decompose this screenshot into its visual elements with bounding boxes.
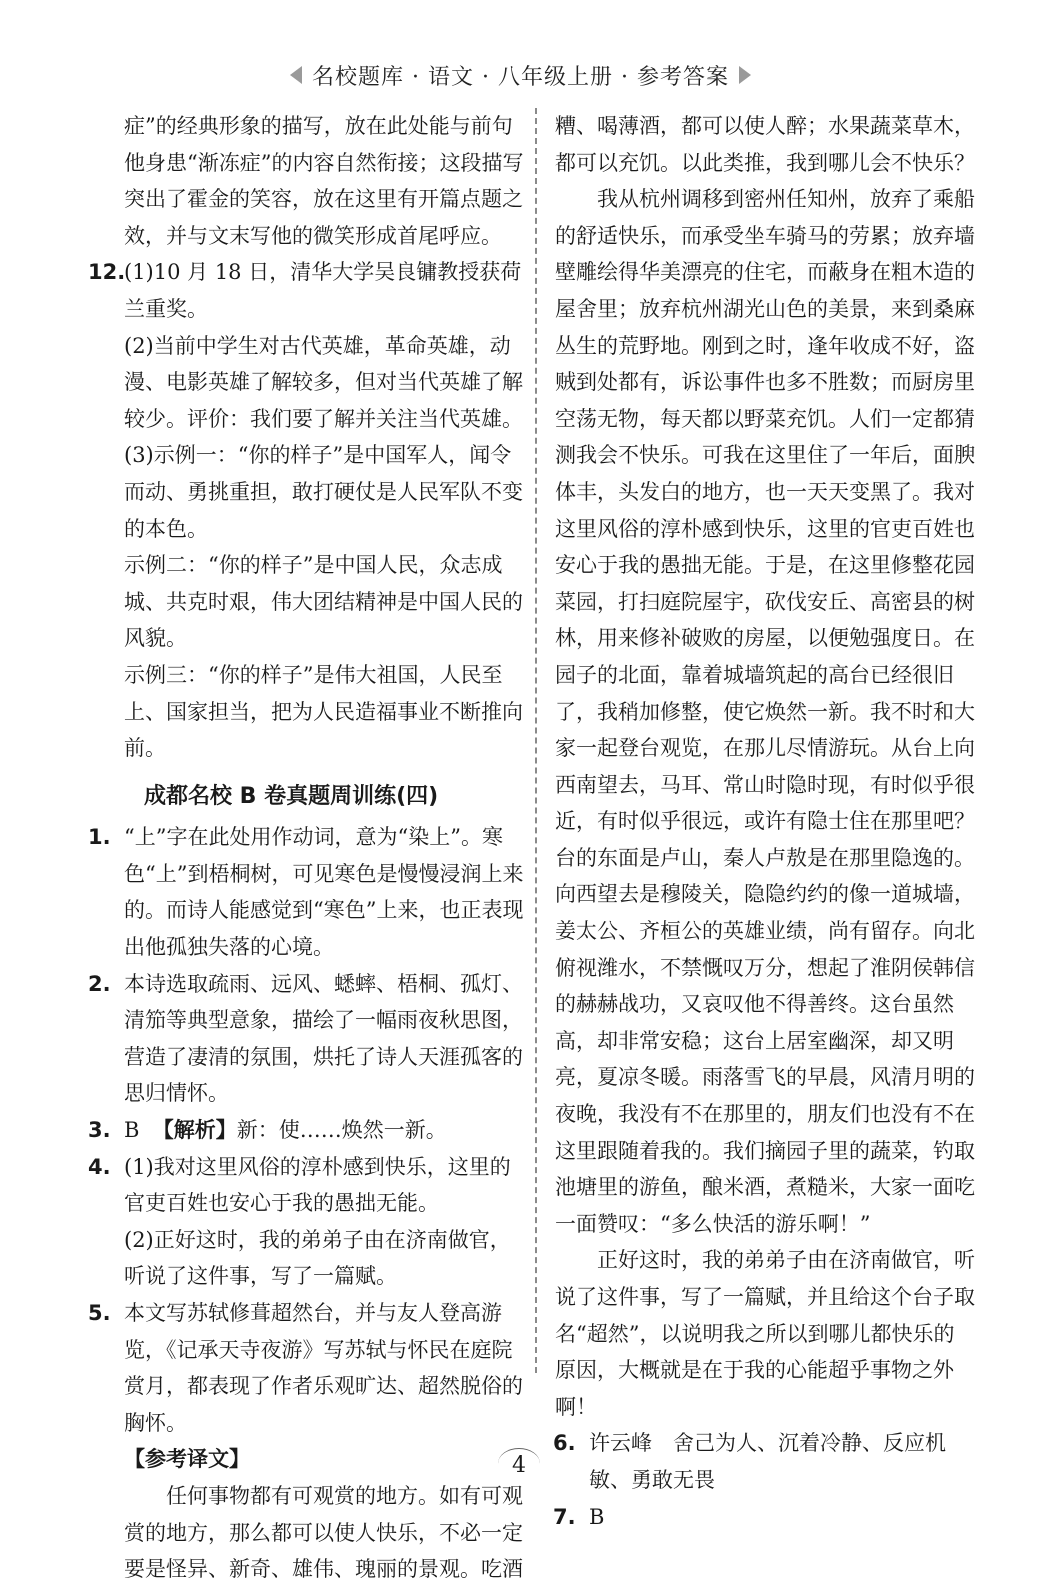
column-divider [535, 108, 537, 1373]
question-12 [88, 254, 524, 766]
answer-text: 本诗选取疏雨、远风、蟋蟀、梧桐、孤灯、清笳等典型意象，描绘了一幅雨夜秋思图，营造了凄清的氛围，烘托了诗人天涯孤客的思归情怀。 [124, 971, 523, 1106]
answer-part: 示例二：“你的样子”是中国人民，众志成城、共克时艰，伟大团结精神是中国人民的风貌。 [124, 553, 523, 651]
translation-paragraph: 任何事物都有可观赏的地方。如有可观赏的地方，那么都可以使人快乐，不必一定要是怪异、新奇、雄伟、瑰丽的景观。吃酒 [124, 1483, 523, 1582]
question-5 [88, 1295, 524, 1441]
answer-part: (2)当前中学生对古代英雄，革命英雄，动漫、电影英雄了解较多，但对当代英雄了解较少。评价：我们要了解并关注当代英雄。 [124, 333, 523, 431]
question-2 [88, 966, 524, 1112]
answer-part: (2)正好这时，我的弟弟子由在济南做官，听说了这件事，写了一篇赋。 [124, 1227, 511, 1289]
answer-text: 许云峰 舍己为人、沉着冷静、反应机敏、勇敢无畏 [589, 1431, 946, 1492]
question-6 [553, 1425, 975, 1498]
page-number: 4 [498, 1448, 540, 1479]
right-column [555, 108, 975, 1535]
triangle-right-icon [739, 66, 751, 84]
page-header [0, 58, 1041, 92]
question-3 [88, 1112, 524, 1149]
answer-part: 示例三：“你的样子”是伟大祖国，人民至上、国家担当，把为人民造福事业不断推向前。 [124, 662, 523, 761]
question-number: 4. [88, 1154, 111, 1179]
analysis-text: 新：使……焕然一新。 [236, 1118, 447, 1143]
question-7 [553, 1499, 975, 1536]
answer-text [124, 1112, 524, 1149]
translation-continued: 糟、喝薄酒，都可以使人醉；水果蔬菜草木，都可以充饥。以此类推，我到哪儿会不快乐？ [555, 114, 975, 175]
answer-part: (1)10 月 18 日，清华大学吴良镛教授获荷兰重奖。 [124, 260, 522, 321]
triangle-left-icon [290, 66, 302, 84]
section-title: 成都名校 B 卷真题周训练(四) [144, 783, 439, 809]
answer-part: (1)我对这里风俗的淳朴感到快乐，这里的官吏百姓也安心于我的愚拙无能。 [124, 1154, 511, 1216]
translation-paragraph: 正好这时，我的弟弟子由在济南做官，听说了这件事，写了一篇赋，并且给这个台子取名“超然”，以说明我之所以到哪儿都快乐的原因，大概就是在于我的心能超乎事物之外啊！ [555, 1248, 975, 1419]
question-number: 3. [88, 1118, 111, 1143]
question-1 [88, 819, 524, 965]
answer-text: 本文写苏轼修葺超然台，并与友人登高游览，《记承天寺夜游》写苏轼与怀民在庭院赏月，都表现了作者乐观旷达、超然脱俗的胸怀。 [124, 1301, 523, 1435]
reference-translation-title: 【参考译文】 [124, 1447, 250, 1472]
answer-text: B [589, 1504, 605, 1529]
intro-paragraph: 症”的经典形象的描写，放在此处能与前句他身患“渐冻症”的内容自然衔接；这段描写突出了霍金的笑容，放在这里有开篇点题之效，并与文末写他的微笑形成首尾呼应。 [124, 114, 524, 248]
header-title: 名校题库 · 语文 · 八年级上册 · 参考答案 [312, 64, 729, 90]
question-number: 7. [553, 1504, 576, 1529]
question-number: 6. [553, 1431, 576, 1456]
answer-part: (3)示例一：“你的样子”是中国军人，闻令而动、勇挑重担，敢打硬仗是人民军队不变的本色。 [124, 443, 523, 541]
question-number: 1. [88, 825, 111, 850]
translation-paragraph: 我从杭州调移到密州任知州，放弃了乘船的舒适快乐，而承受坐车骑马的劳累；放弃墙壁雕绘得华美漂亮的住宅，而蔽身在粗木造的屋舍里；放弃杭州湖光山色的美景，来到桑麻丛生的荒野地。刚到之时，逢年收成不好，盗贼到处都有，诉讼事件也多不胜数；而厨房里空荡无物，每天都以野菜充饥。人们一定都猜测我会不快乐。可我在这里住了一年后，面腴体丰，头发白的地方，也一天天变黑了。我对这里风俗的淳朴感到快乐，这里的官吏百姓也安心于我的愚拙无能。于是，在这里修整花园菜园，打扫庭院屋宇，砍伐安丘、高密县的树林，用来修补破败的房屋，以便勉强度日。在园子的北面，靠着城墙筑起的高台已经很旧了，我稍加修整，使它焕然一新。我不时和大家一起登台观览，在那儿尽情游玩。从台上向西南望去，马耳、常山时隐时现，有时似乎很近，有时似乎很远，或许有隐士住在那里吧？台的东面是卢山，秦人卢敖是在那里隐逸的。向西望去是穆陵关，隐隐约约的像一道城墙，姜太公、齐桓公的英雄业绩，尚有留存。向北俯视潍水，不禁慨叹万分，想起了淮阴侯韩信的赫赫战功，又哀叹他不得善终。这台虽然高，却非常安稳；这台上居室幽深，却又明亮，夏凉冬暖。雨落雪飞的早晨，风清月明的夜晚，我没有不在那里的，朋友们也没有不在这里跟随着我的。我们摘园子里的蔬菜，钓取池塘里的游鱼，酿米酒，煮糙米，大家一面吃一面赞叹：“多么快活的游乐啊！” [555, 187, 975, 1236]
left-column [88, 108, 524, 1588]
question-4 [88, 1149, 524, 1295]
answer-text: “上”字在此处用作动词，意为“染上”。寒色“上”到梧桐树，可见寒色是慢慢浸润上来的。而诗人能感觉到“寒色”上来，也正表现出他孤独失落的心境。 [124, 825, 524, 960]
analysis-label: 【解析】 [152, 1118, 237, 1143]
question-number: 12. [88, 260, 126, 285]
question-number: 2. [88, 971, 111, 996]
answer-choice: B [124, 1118, 140, 1143]
question-number: 5. [88, 1301, 111, 1325]
